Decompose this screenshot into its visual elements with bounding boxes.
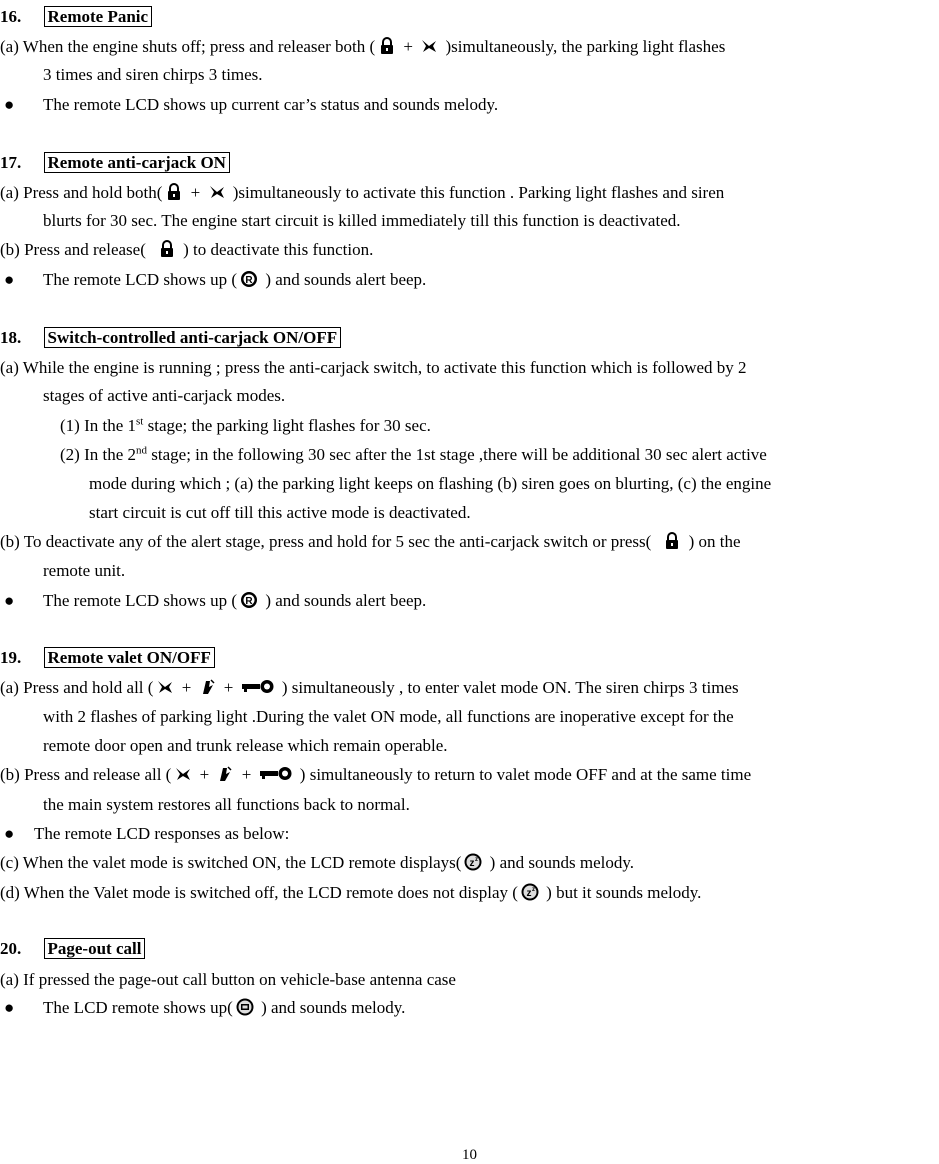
s19-para-c: (c) When the valet mode is switched ON, the LCD remote displays( z z ) and sounds melody. bbox=[0, 853, 634, 872]
trunk-icon bbox=[199, 678, 217, 696]
s18-stage-1: (1) In the 1st stage; the parking light flashes for 30 sec. bbox=[60, 415, 431, 435]
lock-icon bbox=[378, 37, 396, 55]
valet-icon bbox=[464, 853, 482, 871]
bullet-icon: ● bbox=[4, 591, 15, 610]
section-title: Remote valet ON/OFF bbox=[44, 647, 215, 668]
horn-icon bbox=[208, 183, 226, 201]
page-number: 10 bbox=[462, 1147, 477, 1163]
s16-para-a-cont: 3 times and siren chirps 3 times. bbox=[43, 65, 263, 84]
s18-stage-2-cont2: start circuit is cut off till this active mode is deactivated. bbox=[89, 503, 471, 522]
svg-text:z: z bbox=[475, 857, 479, 863]
s18-para-a: (a) While the engine is running ; press the anti-carjack switch, to activate this function which is followed by 2 bbox=[0, 358, 747, 377]
section-title: Remote anti-carjack ON bbox=[44, 152, 230, 173]
s19-para-d: (d) When the Valet mode is switched off, the LCD remote does not display ( z z ) but it sounds melody. bbox=[0, 883, 702, 902]
section-number: 19. bbox=[0, 648, 22, 667]
lock-icon bbox=[158, 240, 176, 258]
s17-para-a-cont: blurts for 30 sec. The engine start circuit is killed immediately till this function is deactivated. bbox=[43, 211, 681, 230]
key-icon bbox=[259, 765, 293, 783]
section-number: 18. bbox=[0, 328, 22, 347]
s18-para-a-cont: stages of active anti-carjack modes. bbox=[43, 386, 286, 405]
horn-icon bbox=[156, 678, 174, 696]
carjack-icon bbox=[240, 270, 258, 288]
bullet-icon: ● bbox=[4, 95, 15, 114]
key-icon bbox=[241, 678, 275, 696]
pager-icon bbox=[236, 998, 254, 1016]
section-title: Page-out call bbox=[44, 938, 146, 959]
horn-icon bbox=[420, 37, 438, 55]
s19-para-b: (b) Press and release all ( + + ) simultaneously to return to valet mode OFF and at the same time bbox=[0, 765, 752, 784]
section-title: Remote Panic bbox=[44, 6, 153, 27]
svg-text:R: R bbox=[245, 596, 253, 607]
s16-para-a: (a) When the engine shuts off; press and releaser both ( + )simultaneously, the parking light flashes bbox=[0, 37, 726, 56]
bullet-icon: ● bbox=[4, 824, 15, 843]
s19-para-a-cont2: remote door open and trunk release which remain operable. bbox=[43, 736, 448, 755]
section-18-heading bbox=[0, 328, 341, 348]
svg-text:z: z bbox=[531, 887, 535, 893]
s17-para-b: (b) Press and release( ) to deactivate this function. bbox=[0, 240, 374, 259]
bullet-icon: ● bbox=[4, 998, 15, 1017]
s18-stage-2-cont: mode during which ; (a) the parking light keeps on flashing (b) siren goes on blurting, (c) the engine bbox=[89, 474, 772, 493]
lock-icon bbox=[165, 183, 183, 201]
section-number: 16. bbox=[0, 7, 22, 26]
svg-text:z: z bbox=[469, 858, 475, 869]
s18-para-b: (b) To deactivate any of the alert stage, press and hold for 5 sec the anti-carjack switch or press( ) on the bbox=[0, 532, 741, 551]
s19-para-a-cont: with 2 flashes of parking light .During the valet ON mode, all functions are inoperative except for the bbox=[43, 707, 734, 726]
horn-icon bbox=[174, 765, 192, 783]
trunk-icon bbox=[216, 765, 234, 783]
section-title: Switch-controlled anti-carjack ON/OFF bbox=[44, 327, 342, 348]
section-number: 17. bbox=[0, 153, 22, 172]
lock-icon bbox=[663, 532, 681, 550]
section-19-heading bbox=[0, 648, 215, 668]
s18-para-b-cont: remote unit. bbox=[43, 561, 126, 580]
section-16-heading bbox=[0, 7, 152, 27]
valet-icon bbox=[521, 883, 539, 901]
section-20-heading bbox=[0, 939, 145, 959]
bullet-icon: ● bbox=[4, 270, 15, 289]
section-number: 20. bbox=[0, 939, 22, 958]
carjack-icon bbox=[240, 591, 258, 609]
s20-para-a: (a) If pressed the page-out call button on vehicle-base antenna case bbox=[0, 970, 456, 989]
s18-stage-2: (2) In the 2nd stage; in the following 30 sec after the 1st stage ,there will be additional 30 sec alert active bbox=[60, 444, 767, 464]
svg-text:z: z bbox=[526, 888, 532, 899]
section-17-heading bbox=[0, 153, 230, 173]
s19-para-b-cont: the main system restores all functions back to normal. bbox=[43, 795, 410, 814]
svg-text:R: R bbox=[245, 275, 253, 286]
s19-para-a: (a) Press and hold all ( + + ) simultaneously , to enter valet mode ON. The siren chirps 3 times bbox=[0, 678, 739, 697]
s17-para-a: (a) Press and hold both( + )simultaneously to activate this function . Parking light flashes and siren bbox=[0, 183, 725, 202]
